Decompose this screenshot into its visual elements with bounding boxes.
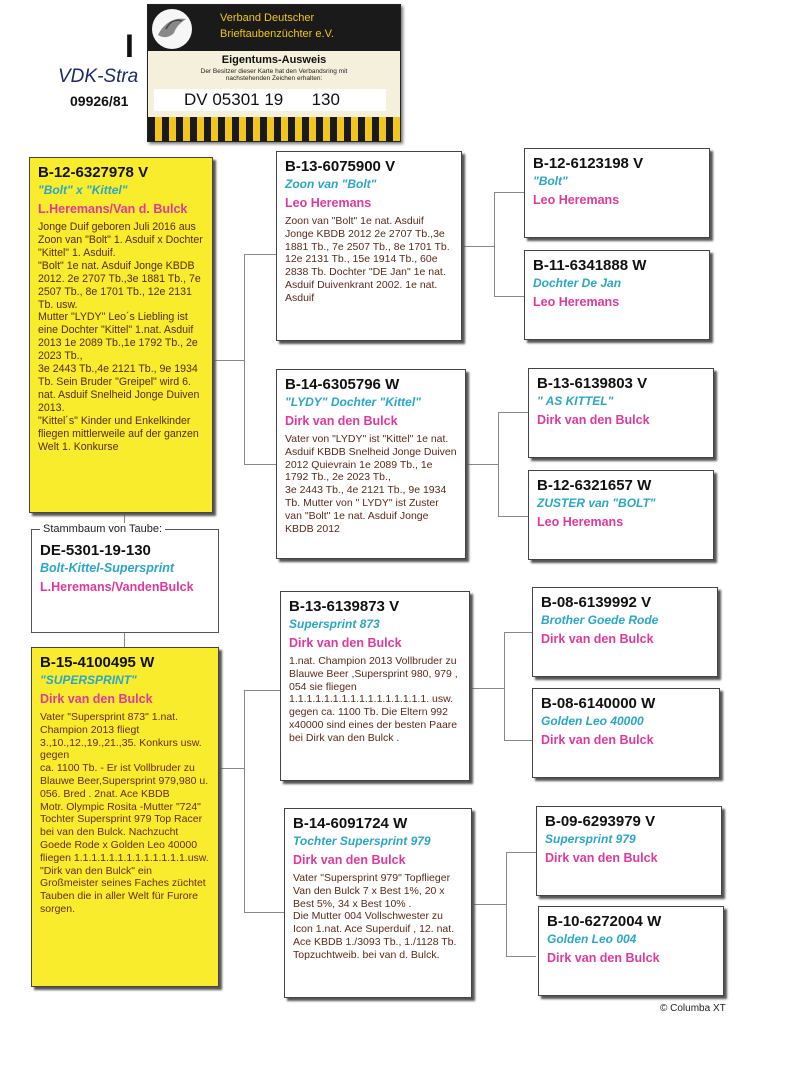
gen2-breeder: Dirk van den Bulck: [285, 414, 398, 428]
gen3-name: Dochter De Jan: [533, 276, 622, 290]
gen3-card: [528, 368, 714, 458]
gen3-ring: B-13-6139803 V: [537, 375, 648, 392]
gen2-card: [276, 151, 462, 341]
connector-line: [504, 740, 532, 741]
gen2-breeder: Dirk van den Bulck: [293, 853, 406, 867]
connector-line: [506, 852, 536, 853]
stamp-org-line1: Verband Deutscher: [220, 12, 315, 24]
gen3-breeder: Leo Heremans: [533, 193, 620, 207]
gen3-breeder: Dirk van den Bulck: [541, 733, 654, 747]
connector-line: [498, 412, 528, 413]
gen3-ring: B-11-6341888 W: [533, 257, 647, 274]
connector-line: [462, 246, 494, 247]
connector-line: [506, 956, 536, 957]
gen3-name: "Bolt": [533, 174, 568, 188]
pedigree-caption: Stammbaum von Taube:: [40, 523, 165, 535]
dam-description: Vater "Supersprint 873" 1.nat. Champion 2013 fliegt 3.,10.,12.,19.,21.,35. Konkurs usw. gegen ca. 1100 Tb. - Er ist Vollbruder zu Blauwe Beer,Supersprint 979,980 u. 056. Bred . 2nat. Ace KBDB Motr. Olympic Rosita -Mutter "724" Tochter Supersprint 979 Top Racer bei van den Bulck. Nachzucht Goede Rode x Golden Leo 40000 fliegen 1.1.1.1.1.1.1.1.1.1.1.1.1.usw. "Dirk van den Bulck" ein Großmeister seines Faches züchtet Tauben die in aller Welt für Furore sorgen.: [40, 711, 209, 915]
gen3-breeder: Dirk van den Bulck: [541, 632, 654, 646]
dam-card: [31, 647, 219, 987]
gen2-description: Vater von "LYDY" ist "Kittel" 1e nat. Asduif KBDB Snelheid Jonge Duiven 2012 Quievrain 1e 2089 Tb., 1e 1792 Tb., 2e 2023 Tb., 3e 2443 Tb., 4e 2121 Tb., 9e 1934 Tb. Mutter von " LYDY" ist Zuster van "Bolt" 1e nat. Asduif Jonge KBDB 2012: [285, 433, 457, 535]
sire-ring: B-12-6327978 V: [38, 164, 149, 181]
gen2-description: 1.nat. Champion 2013 Vollbruder zu Blauwe Beer ,Supersprint 980, 979 , 054 sie fliegen 1.1.1.1.1.1.1.1.1.1.1.1.1.1.1.1. usw. gegen ca. 1100 Tb. Die Eltern 992 x40000 sind eines der besten Paare bei Dirk van den Bulck .: [289, 655, 458, 744]
connector-line: [498, 516, 528, 517]
stamp-card-subtitle: Der Besitzer dieser Karte hat den Verbandsring mit nachstehenden Zeichen erhalten:: [200, 68, 348, 83]
connector-line: [494, 192, 495, 296]
connector-line: [213, 360, 245, 361]
header-big-letter: I: [125, 28, 134, 64]
gen3-name: Golden Leo 004: [547, 932, 637, 946]
gen3-breeder: Leo Heremans: [537, 515, 624, 529]
connector-line: [244, 254, 276, 255]
gen2-ring: B-14-6091724 W: [293, 815, 408, 832]
dam-breeder: Dirk van den Bulck: [40, 692, 153, 706]
gen3-ring: B-09-6293979 V: [545, 813, 656, 830]
gen3-ring: B-08-6140000 W: [541, 695, 656, 712]
connector-line: [494, 192, 524, 193]
gen2-card: [276, 369, 466, 559]
gen3-name: Supersprint 979: [545, 832, 636, 846]
connector-line: [470, 688, 504, 689]
connector-line: [244, 690, 280, 691]
gen2-name: Zoon van "Bolt": [285, 177, 377, 191]
sire-description: Jonge Duif geboren Juli 2016 aus Zoon van "Bolt" 1. Asduif x Dochter "Kittel" 1. Asduif. "Bolt" 1e nat. Asduif Jonge KBDB 2012. 2e 2707 Tb.,3e 1881 Tb., 7e 2507 Tb., 8e 1701 Tb., 12e 2131 Tb. usw. Mutter "LYDY" Leo´s Liebling ist eine Dochter "Kittel" 1.nat. Asduif 2013 1e 2089 Tb.,1e 1792 Tb., 2e 2023 Tb., 3e 2443 Tb.,4e 2121 Tb., 9e 1934 Tb. Sein Bruder "Greipel" wird 6. nat. Asduif Snelheid Jonge Duiven 2013. "Kittel´s" Kinder und Enkelkinder fliegen mittlerweile auf der ganzen Welt 1. Konkurse: [38, 221, 203, 453]
connector-line: [494, 296, 524, 297]
header-code-fragment: 09926/81: [70, 93, 129, 109]
gen3-ring: B-10-6272004 W: [547, 913, 662, 930]
gen3-breeder: Dirk van den Bulck: [545, 851, 658, 865]
gen3-breeder: Leo Heremans: [533, 295, 620, 309]
gen3-name: ZUSTER van "BOLT": [537, 496, 656, 510]
gen3-name: Brother Goede Rode: [541, 613, 659, 627]
connector-line: [244, 254, 245, 464]
gen2-description: Vater "Supersprint 979" Topflieger Van den Bulck 7 x Best 1%, 20 x Best 5%, 34 x Best 10% . Die Mutter 004 Vollschwester zu Icon 1.nat. Ace Superduif , 12. nat. Ace KBDB 1./3093 Tb., 1./1128 Tb. Topzuchtweib. bei van d. Bulck.: [293, 872, 457, 961]
copyright-footer: © Columba XT: [660, 1003, 726, 1014]
ownership-stamp: [147, 4, 401, 142]
gen3-ring: B-12-6321657 W: [537, 477, 652, 494]
gen2-card: [284, 808, 472, 998]
connector-line: [506, 852, 507, 956]
gen2-description: Zoon van "Bolt" 1e nat. Asduif Jonge KBDB 2012 2e 2707 Tb.,3e 1881 Tb., 7e 2507 Tb., 8e 1701 Tb. 12e 2131 Tb., 15e 1914 Tb., 60e 2838 Tb. Dochter "DE Jan" 1e nat. Asduif Duivenkrant 2002. 1e nat. Asduif: [285, 215, 450, 304]
connector-line: [244, 912, 284, 913]
pigeon-logo-icon: [152, 9, 192, 49]
connector-line: [504, 632, 532, 633]
gen2-ring: B-13-6139873 V: [289, 598, 400, 615]
sire-card: [29, 157, 213, 513]
gen3-breeder: Dirk van den Bulck: [537, 413, 650, 427]
dam-name: "SUPERSPRINT": [40, 673, 137, 687]
gen3-card: [538, 906, 724, 996]
stamp-ring-number: DV 05301 19 130: [154, 89, 386, 111]
header-title-fragment: VDK-Stra: [58, 66, 139, 87]
stamp-card-title: Eigentums-Ausweis: [221, 54, 327, 66]
connector-line: [244, 690, 245, 912]
connector-line: [472, 904, 506, 905]
sire-breeder: L.Heremans/Van d. Bulck: [38, 202, 188, 216]
connector-line: [244, 464, 276, 465]
gen3-card: [524, 250, 710, 340]
gen3-card: [524, 148, 710, 238]
gen3-name: " AS KITTEL": [537, 394, 614, 408]
dam-ring: B-15-4100495 W: [40, 654, 155, 671]
connector-line: [124, 632, 125, 648]
subject-breeder: L.Heremans/VandenBulck: [40, 580, 194, 594]
gen2-name: Supersprint 873: [289, 617, 380, 631]
gen2-name: "LYDY" Dochter "Kittel": [285, 395, 421, 409]
connector-line: [504, 632, 505, 740]
connector-line: [466, 464, 498, 465]
connector-line: [498, 412, 499, 516]
stamp-org-line2: Brieftaubenzüchter e.V.: [220, 28, 334, 40]
gen2-ring: B-13-6075900 V: [285, 158, 396, 175]
subject-ring: DE-5301-19-130: [40, 542, 151, 559]
gen3-name: Golden Leo 40000: [541, 714, 644, 728]
gen3-card: [528, 470, 714, 560]
gen3-breeder: Dirk van den Bulck: [547, 951, 660, 965]
gen3-card: [532, 688, 720, 778]
gen3-ring: B-08-6139992 V: [541, 594, 652, 611]
gen2-ring: B-14-6305796 W: [285, 376, 400, 393]
subject-card: [31, 529, 219, 633]
stamp-pattern-strip: [148, 117, 400, 141]
gen2-card: [280, 591, 470, 781]
gen2-name: Tochter Supersprint 979: [293, 834, 431, 848]
sire-name: "Bolt" x "Kittel": [38, 183, 128, 197]
subject-name: Bolt-Kittel-Supersprint: [40, 561, 175, 575]
gen3-card: [536, 806, 722, 896]
gen3-card: [532, 587, 718, 677]
gen2-breeder: Leo Heremans: [285, 196, 372, 210]
gen2-breeder: Dirk van den Bulck: [289, 636, 402, 650]
gen3-ring: B-12-6123198 V: [533, 155, 644, 172]
